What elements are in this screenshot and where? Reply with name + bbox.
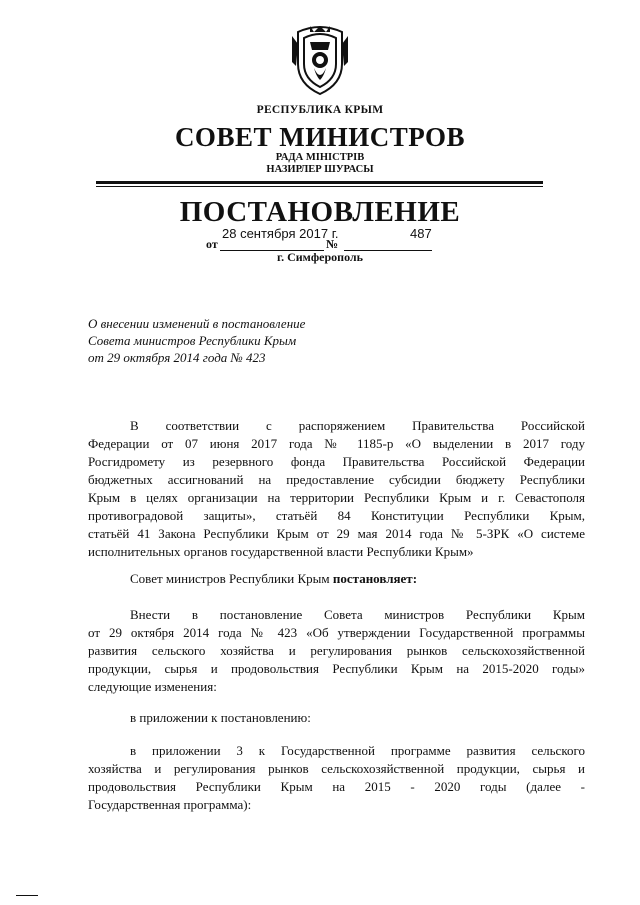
paragraph-preamble xyxy=(88,417,585,561)
council-name: СОВЕТ МИНИСТРОВ xyxy=(174,122,466,152)
text-line: Росгидромету из резервного фонда Правительства Российской Федерации xyxy=(88,454,585,469)
subject-line: от 29 октября 2014 года № 423 xyxy=(88,350,266,365)
subject-block xyxy=(88,315,305,366)
subject-line: О внесении изменений в постановление xyxy=(88,316,306,331)
resolves-text: Совет министров Республики Крым xyxy=(130,571,333,586)
text-line: В соответствии с распоряжением Правительства Российской xyxy=(130,418,585,433)
council-name-ukrainian: РАДА МІНІСТРІВ xyxy=(275,152,365,163)
text-line: Федерации от 07 июня 2017 года № 1185-р «О выделении в 2017 году xyxy=(88,436,585,451)
text-line: от 29 октября 2014 года № 423 «Об утверждении Государственной программы xyxy=(88,625,585,640)
crimea-coat-of-arms-icon xyxy=(288,22,352,98)
paragraph-annex: в приложении к постановлению: xyxy=(130,710,311,725)
text-line: исполнительных органов государственной власти Республики Крым» xyxy=(88,544,474,559)
number-label: № xyxy=(326,237,339,251)
document-title: ПОСТАНОВЛЕНИЕ xyxy=(179,196,461,228)
text-line: продовольствия Республики Крым на 2015 - 2020 годы (далее - xyxy=(88,779,585,794)
subject-line: Совета министров Республики Крым xyxy=(88,333,297,348)
text-line: Государственная программа): xyxy=(88,797,252,812)
decree-number: 487 xyxy=(410,226,432,241)
city: г. Симферополь xyxy=(277,250,363,264)
paragraph-amend xyxy=(88,606,585,696)
text-line: статьёй 41 Закона Республики Крым от 29 мая 2014 года № 5-ЗРК «О системе xyxy=(88,526,585,541)
text-line: бюджетных ассигнований на предоставление субсидии бюджету Республики xyxy=(88,472,585,487)
text-line: следующие изменения: xyxy=(88,679,217,694)
header-rule-thick xyxy=(96,181,543,184)
date-label: от xyxy=(206,237,218,251)
date-number-line xyxy=(0,226,640,250)
text-line: хозяйства и регулирования рынков сельскохозяйственной продукции, сырья и xyxy=(88,761,585,776)
paragraph-appendix3 xyxy=(88,742,585,814)
paragraph-resolves xyxy=(130,570,417,588)
decree-date: 28 сентября 2017 г. xyxy=(222,226,339,241)
text-line: продукции, сырья и продовольствия Республики Крым на 2015-2020 годы» xyxy=(88,661,585,676)
republic-name: РЕСПУБЛИКА КРЫМ xyxy=(256,104,384,116)
text-line: Внести в постановление Совета министров Республики Крым xyxy=(130,607,585,622)
resolves-keyword: постановляет: xyxy=(332,571,418,586)
header-rule-thin xyxy=(96,186,543,187)
text-line: в приложении 3 к Государственной программе развития сельского xyxy=(130,743,585,758)
footnote-mark xyxy=(16,895,38,896)
text-line: противоградовой защиты», статьёй 84 Конституции Республики Крым, xyxy=(88,508,585,523)
text-line: развития сельского хозяйства и регулирования рынков сельскохозяйственной xyxy=(88,643,585,658)
council-name-crimean-tatar: НАЗИРЛЕР ШУРАСЫ xyxy=(266,164,374,175)
text-line: Крым в целях организации на территории Республики Крым и г. Севастополя xyxy=(88,490,585,505)
